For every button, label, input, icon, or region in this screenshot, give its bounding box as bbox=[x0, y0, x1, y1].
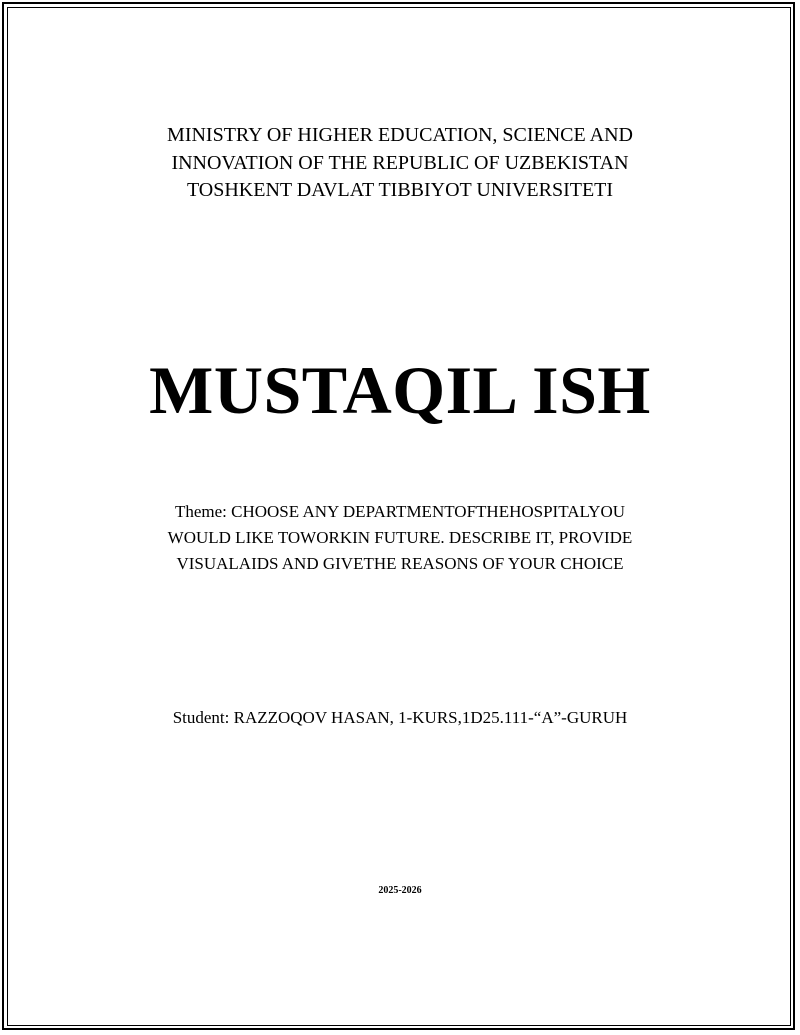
institution-header bbox=[0, 122, 800, 205]
header-line-3: TOSHKENT DAVLAT TIBBIYOT UNIVERSITETI bbox=[186, 179, 614, 201]
student-info: Student: RAZZOQOV HASAN, 1-KURS,1D25.111-“A”-GURUH bbox=[172, 708, 628, 727]
theme-text bbox=[0, 499, 800, 577]
header-line-2: INNOVATION OF THE REPUBLIC OF UZBEKISTAN bbox=[171, 151, 629, 174]
academic-year: 2025-2026 bbox=[378, 885, 422, 896]
header-line-1: MINISTRY OF HIGHER EDUCATION, SCIENCE AND bbox=[167, 124, 633, 146]
theme-line-2: WOULD LIKE TOWORKIN FUTURE. DESCRIBE IT, PROVIDE bbox=[167, 528, 633, 547]
theme-line-3: VISUALAIDS AND GIVETHE REASONS OF YOUR CHOICE bbox=[176, 554, 624, 573]
theme-line-1: Theme: CHOOSE ANY DEPARTMENTOFTHEHOSPITALYOU bbox=[174, 502, 626, 521]
document-title: MUSTAQIL ISH bbox=[149, 352, 651, 428]
